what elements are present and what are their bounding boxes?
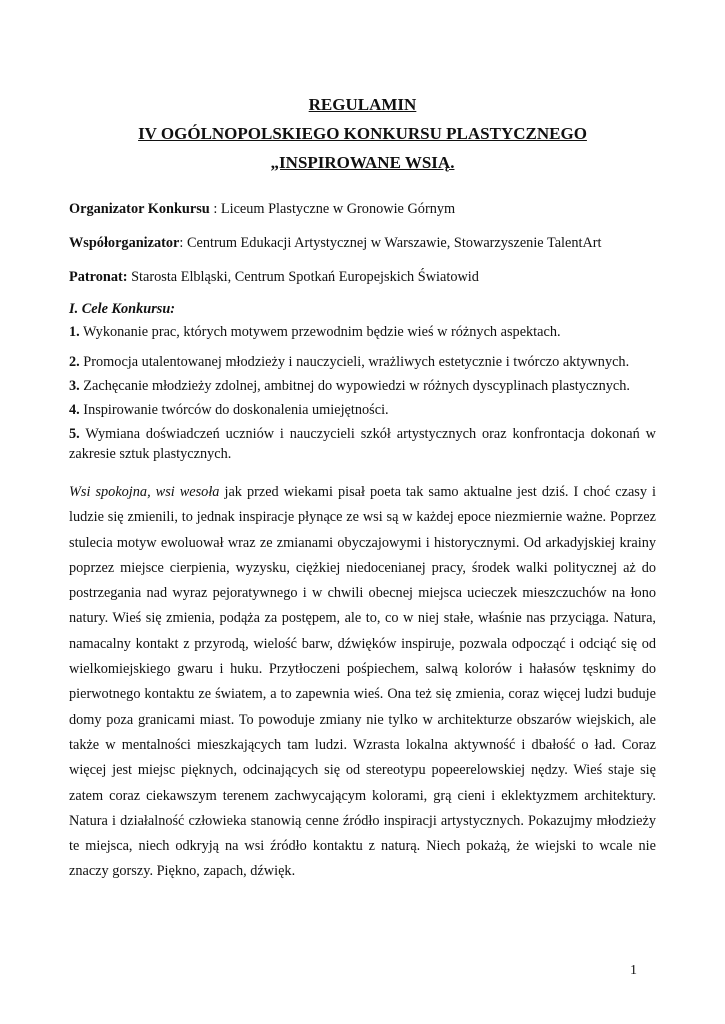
coorganizer-row xyxy=(69,233,656,253)
coorganizer-label: Współorganizator xyxy=(69,235,180,251)
organizer-row xyxy=(69,199,656,219)
goals-heading: I. Cele Konkursu: xyxy=(69,301,176,317)
organizer-value: : Liceum Plastyczne w Gronowie Górnym xyxy=(209,201,456,217)
title-line-3: „INSPIROWANE WSIĄ. xyxy=(270,153,455,172)
goal-item: 2. Promocja utalentowanej młodzieży i nauczycieli, wrażliwych estetycznie i twórczo aktywnych. xyxy=(69,354,630,370)
body-paragraph xyxy=(69,480,656,885)
title-line-2: IV OGÓLNOPOLSKIEGO KONKURSU PLASTYCZNEGO xyxy=(138,124,587,143)
goal-item: 5. Wymiana doświadczeń uczniów i nauczycieli szkół artystycznych oraz konfrontacja dokonań w zakresie sztuk plastycznych. xyxy=(69,426,656,462)
patronage-row xyxy=(69,267,656,287)
document-title xyxy=(69,90,656,177)
title-line-1: REGULAMIN xyxy=(308,95,417,114)
goal-item: 3. Zachęcanie młodzieży zdolnej, ambitnej do wypowiedzi w różnych dyscyplinach plastycznych. xyxy=(69,378,630,394)
patronage-value: Starosta Elbląski, Centrum Spotkań Europejskich Światowid xyxy=(127,269,479,285)
poem-quote: Wsi spokojna, wsi wesoła xyxy=(69,484,220,500)
meta-info xyxy=(69,199,656,287)
page-number: 1 xyxy=(630,963,637,978)
patronage-label: Patronat: xyxy=(69,269,128,285)
goal-item: 4. Inspirowanie twórców do doskonalenia umiejętności. xyxy=(69,402,389,418)
goal-item: 1. Wykonanie prac, których motywem przewodnim będzie wieś w różnych aspektach. xyxy=(69,324,561,340)
coorganizer-value: : Centrum Edukacji Artystycznej w Warszawie, Stowarzyszenie TalentArt xyxy=(179,235,602,251)
paragraph-text: jak przed wiekami pisał poeta tak samo aktualne jest dziś. I choć czasy i ludzie się zmienili, to jednak inspiracje płynące ze wsi są w każdej epoce niezmiernie ważne. Poprzez stulecia motyw ewoluował wraz ze zmianami obyczajowymi i historycznymi. Od arkadyjskiej krainy poprzez miejsce cierpienia, wyzysku, ciężkiej niedocenianej pracy, środek walki politycznej aż do postrzegania nad wyraz pejoratywnego i w chwili obecnej miejsca ucieczek mieszczuchów na łono natury. Wieś się zmienia, podąża za postępem, ale to, co w niej stałe, właśnie nas przyciąga. Natura, namacalny kontakt z przyrodą, wielość barw, dźwięków inspiruje, pozwala odpocząć i odciąć się od wielkomiejskiego gwaru i huku. Przytłoczeni pośpiechem, salwą kolorów i hałasów tęsknimy do pierwotnego kontaktu ze światem, a to zapewnia wieś. Ona też się zmienia, coraz więcej ludzi buduje domy poza granicami miast. To powoduje zmiany nie tylko w architekturze obszarów wiejskich, ale także w mentalności mieszkających tam ludzi. Wzrasta lokalna aktywność i dbałość o ład. Coraz więcej jest miejsc pięknych, odcinających się od stereotypu popeerelowskiej nędzy. Wieś staje się zatem coraz ciekawszym terenem zachwycającym kolorami, grą cieni i eklektyzmem architektury. Natura i działalność człowieka stanowią cenne źródło inspiracji artystycznych. Pokazujmy młodzieży te miejsca, niech odkryją na wsi źródło kontaktu z naturą. Niech pokażą, że wiejski to wcale nie znaczy gorszy. Piękno, zapach, dźwięk. xyxy=(69,484,657,880)
goals-list xyxy=(69,322,656,464)
organizer-label: Organizator Konkursu xyxy=(69,201,210,217)
